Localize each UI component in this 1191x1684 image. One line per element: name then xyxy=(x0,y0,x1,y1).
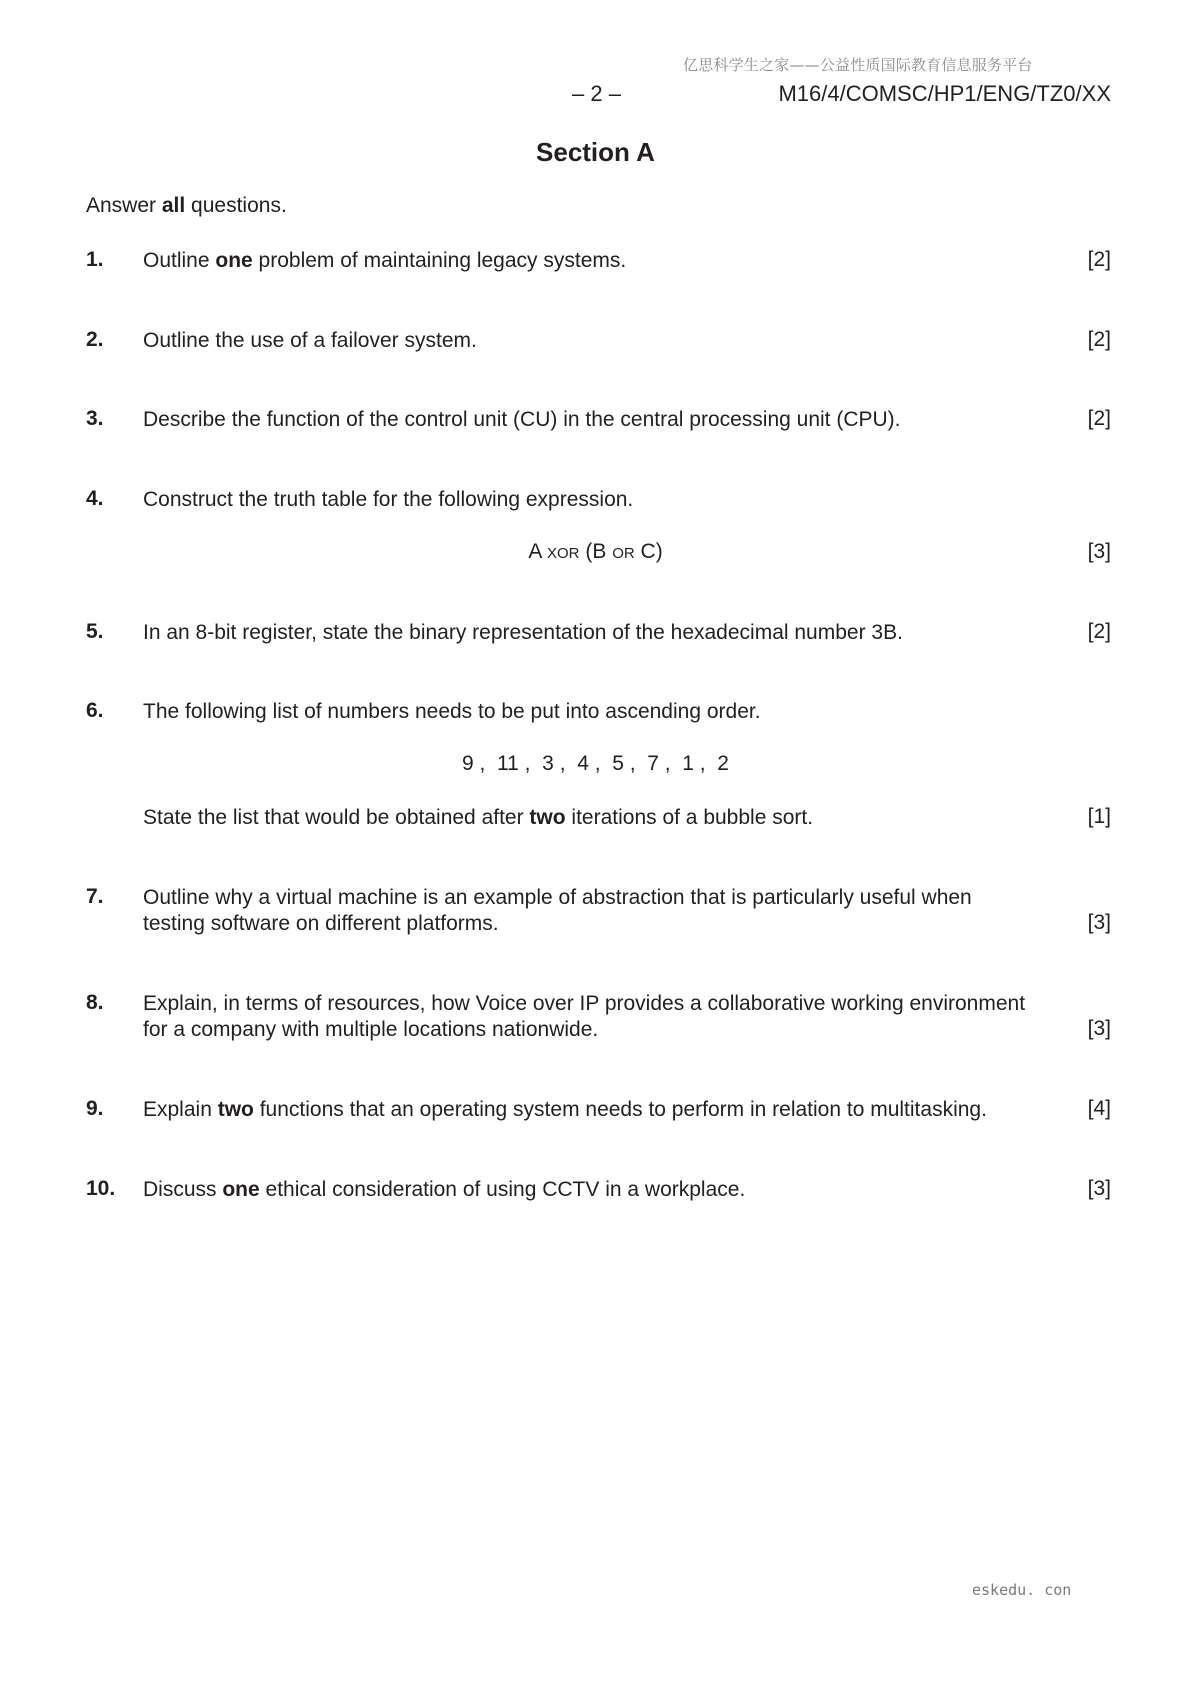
question-number: 10. xyxy=(86,1177,116,1200)
instructions-text-end: questions. xyxy=(185,194,287,217)
question-marks: [2] xyxy=(1087,248,1111,271)
question-marks: [3] xyxy=(1087,1017,1111,1040)
instructions-text: Answer xyxy=(86,194,162,217)
question-text: Describe the function of the control unit (CU) in the central processing unit (CPU). xyxy=(143,408,901,431)
section-instructions xyxy=(86,194,287,218)
question-text: The following list of numbers needs to be put into ascending order. xyxy=(143,700,761,723)
question-emphasis: two xyxy=(529,806,566,829)
question-text-part: Explain xyxy=(143,1098,218,1121)
question-text: Construct the truth table for the following expression. xyxy=(143,488,634,511)
question-marks: [3] xyxy=(1087,540,1111,563)
question-text-line-2: testing software on different platforms. xyxy=(143,912,499,935)
section-title: Section A xyxy=(536,137,655,167)
question-text-part: Outline xyxy=(143,249,216,272)
watermark-text: 亿思科学生之家——公益性质国际教育信息服务平台 xyxy=(683,56,1033,74)
expression-operator-or: or xyxy=(612,540,635,563)
footer-site-mark: eskedu. con xyxy=(972,1581,1072,1599)
question-text-part: ethical consideration of using CCTV in a workplace. xyxy=(259,1178,746,1201)
expression-part: A xyxy=(528,540,547,563)
question-number: 3. xyxy=(86,407,104,430)
paper-code: M16/4/COMSC/HP1/ENG/TZ0/XX xyxy=(778,81,1111,106)
question-text xyxy=(143,1177,1063,1203)
instructions-emphasis: all xyxy=(161,194,186,217)
question-emphasis: one xyxy=(215,249,253,272)
question-text: Outline the use of a failover system. xyxy=(143,329,477,352)
question-marks: [3] xyxy=(1087,1177,1111,1200)
question-number: 9. xyxy=(86,1097,104,1120)
question-text-part: State the list that would be obtained after xyxy=(143,806,530,829)
question-text: In an 8-bit register, state the binary representation of the hexadecimal number 3B. xyxy=(143,621,903,644)
question-number: 1. xyxy=(86,248,104,271)
question-number: 2. xyxy=(86,328,104,351)
question-number: 7. xyxy=(86,885,104,908)
question-marks: [3] xyxy=(1087,911,1111,934)
question-emphasis: one xyxy=(222,1178,260,1201)
question-marks: [2] xyxy=(1087,620,1111,643)
question-text-part: Discuss xyxy=(143,1178,223,1201)
question-emphasis: two xyxy=(217,1098,254,1121)
question-text-line-1: Explain, in terms of resources, how Voice over IP provides a collaborative working environment xyxy=(143,992,1026,1015)
question-marks: [4] xyxy=(1087,1097,1111,1120)
question-text-part: functions that an operating system needs to perform in relation to multitasking. xyxy=(253,1098,987,1121)
question-number: 5. xyxy=(86,620,104,643)
question-text-part: problem of maintaining legacy systems. xyxy=(252,249,627,272)
question-text-line-2: for a company with multiple locations nationwide. xyxy=(143,1018,599,1041)
question-text-line-1: Outline why a virtual machine is an example of abstraction that is particularly useful when xyxy=(143,886,972,909)
logic-expression xyxy=(0,540,1191,564)
expression-operator-xor: xor xyxy=(547,540,580,563)
page-number: – 2 – xyxy=(572,81,621,106)
question-text-part: iterations of a bubble sort. xyxy=(565,806,814,829)
number-list: 9 , 11 , 3 , 4 , 5 , 7 , 1 , 2 xyxy=(462,752,729,775)
question-number: 8. xyxy=(86,991,104,1014)
question-text xyxy=(143,248,1063,274)
question-marks: [2] xyxy=(1087,407,1111,430)
question-text xyxy=(143,1097,1063,1123)
question-marks: [2] xyxy=(1087,328,1111,351)
expression-part: C) xyxy=(634,540,663,563)
question-marks: [1] xyxy=(1087,805,1111,828)
expression-part: (B xyxy=(579,540,613,563)
question-number: 4. xyxy=(86,487,104,510)
question-number: 6. xyxy=(86,699,104,722)
question-followup xyxy=(143,805,1063,831)
